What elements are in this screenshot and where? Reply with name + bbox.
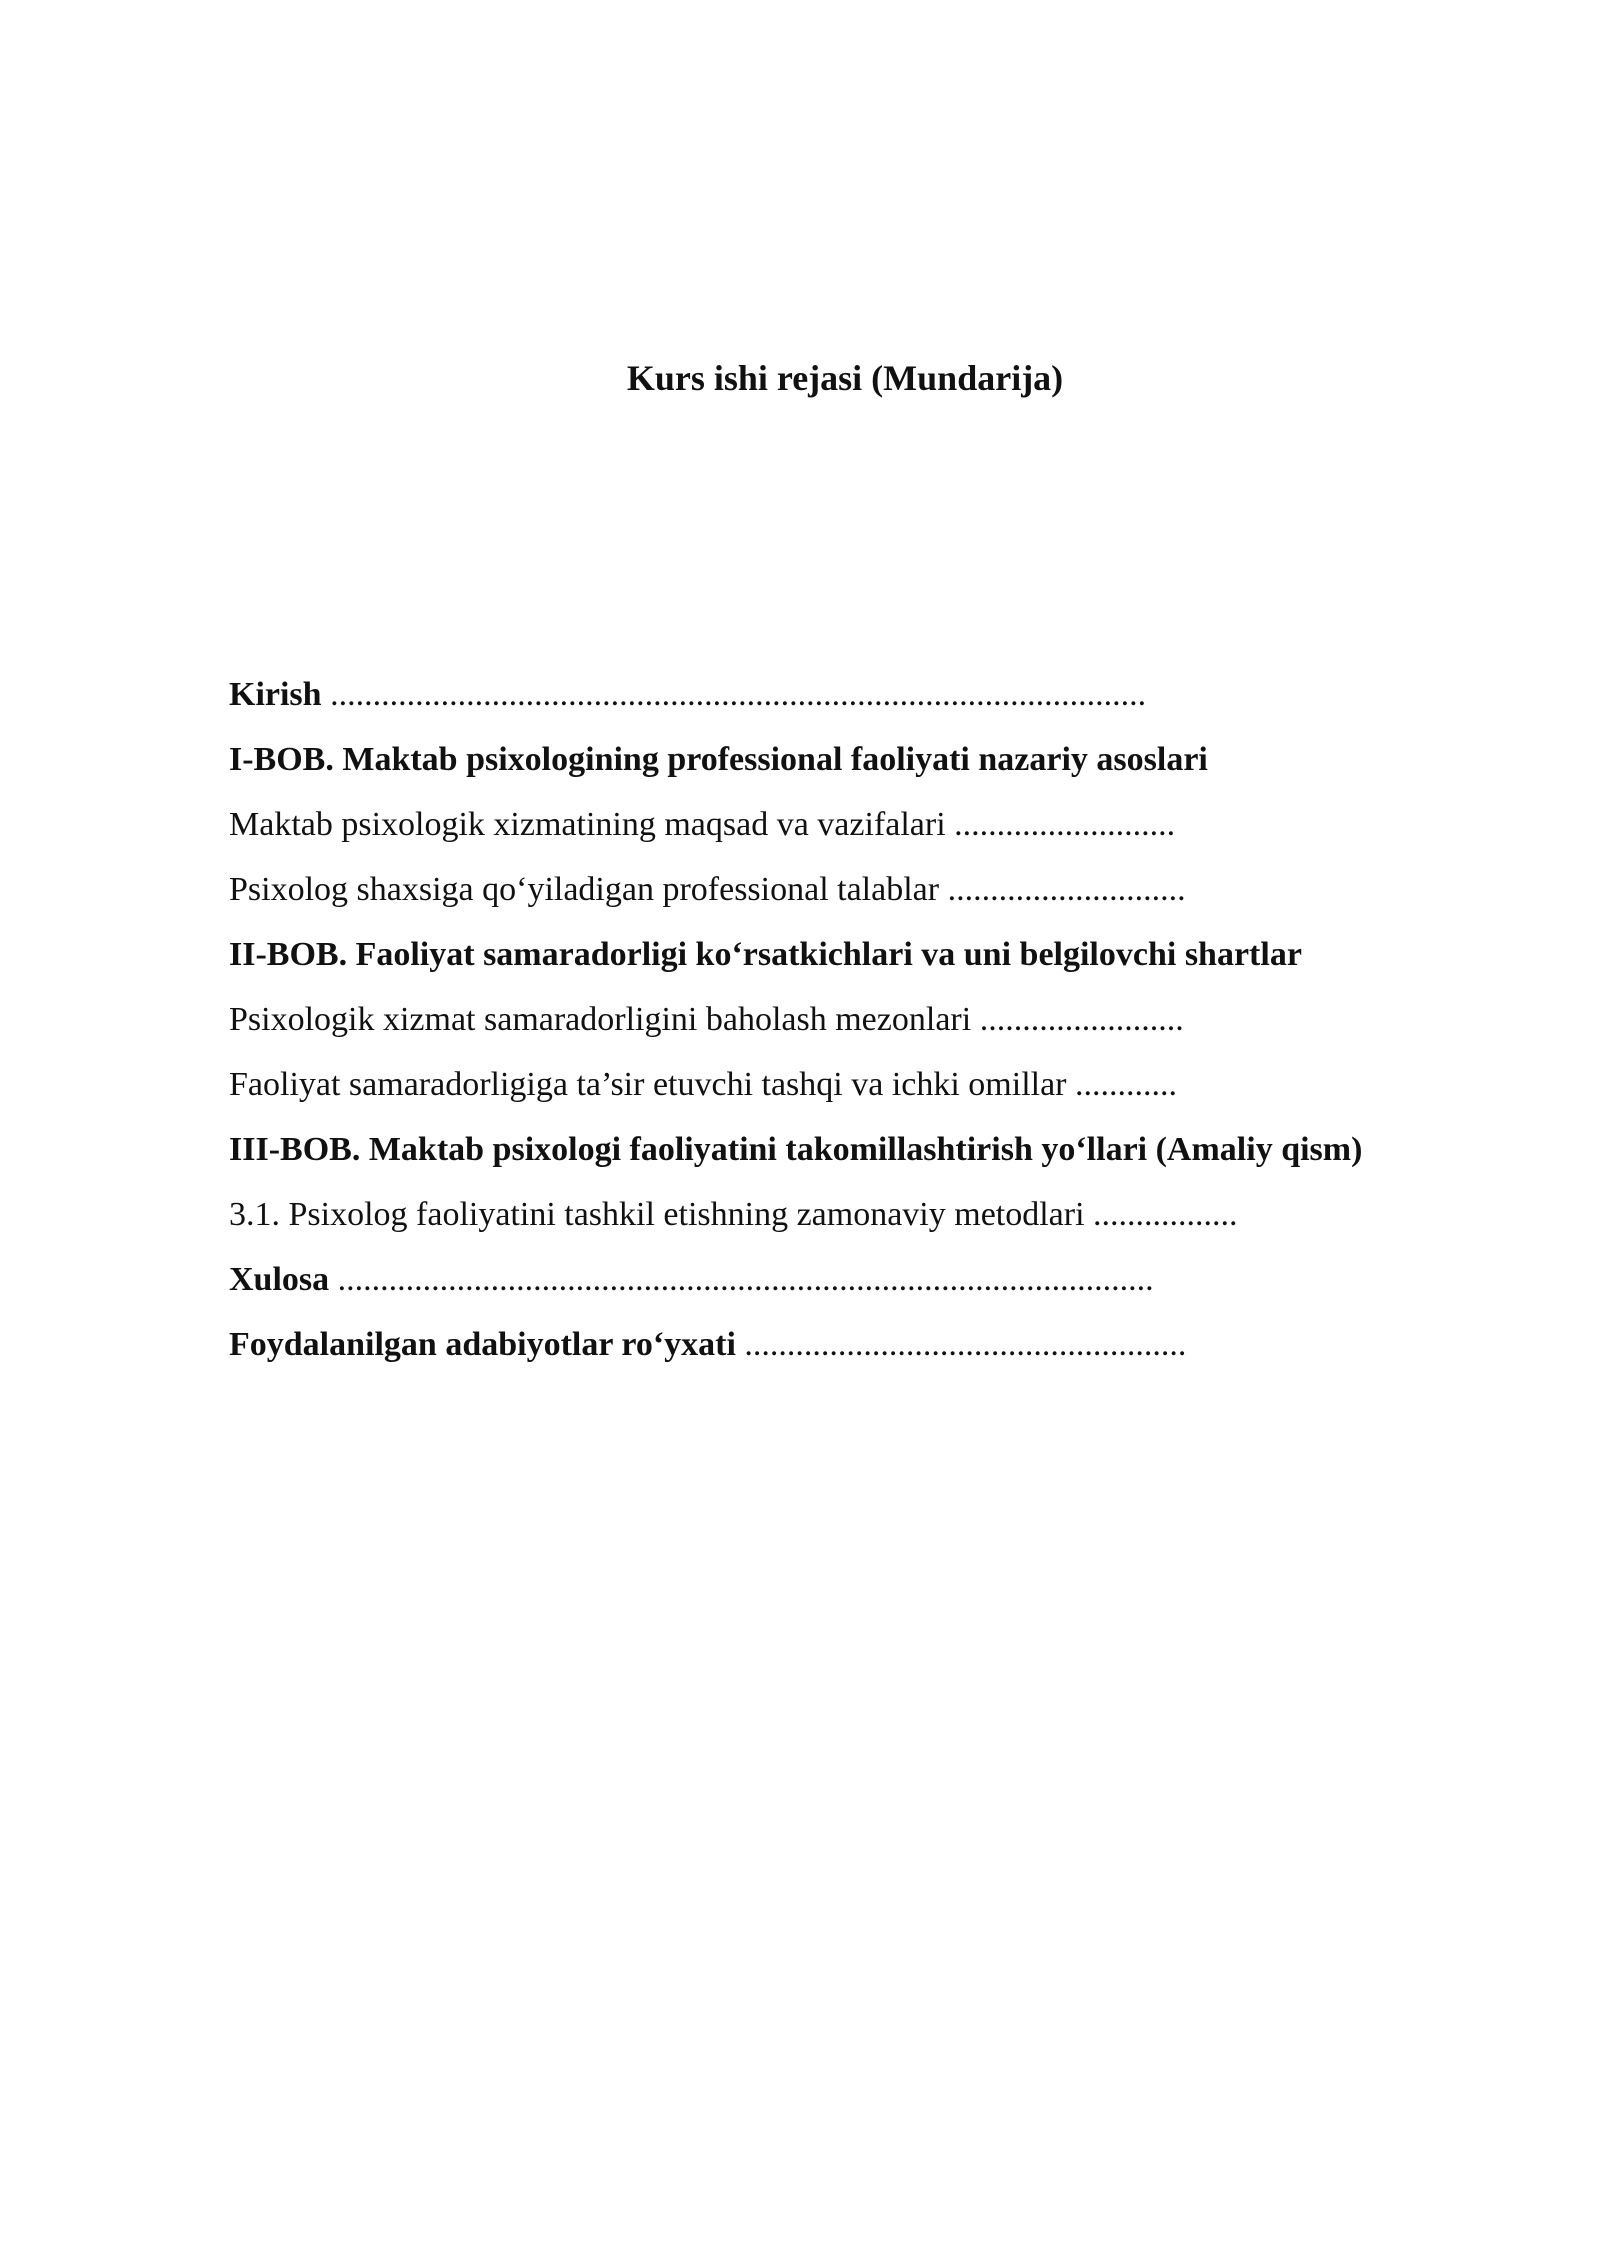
toc-dot-leader: ............ <box>1066 1066 1177 1103</box>
toc-entry-label: Faoliyat samaradorligiga ta’sir etuvchi tashqi va ichki omillar <box>229 1066 1067 1103</box>
toc-entry-section-2-1 <box>229 987 1569 1052</box>
toc-entry-section-1-2 <box>229 857 1569 922</box>
toc-entry-label: Kirish <box>229 676 322 713</box>
toc-entry-label: Maktab psixologik xizmatining maqsad va vazifalari <box>229 806 946 843</box>
toc-dot-leader: ........................ <box>971 1001 1184 1038</box>
toc-entry-label: Xulosa <box>229 1261 330 1298</box>
toc-entry-chapter-2 <box>229 922 1569 987</box>
toc-dot-leader: .................................................... <box>735 1326 1187 1363</box>
toc-dot-leader: ................................................................................................ <box>329 1261 1154 1298</box>
toc-entry-chapter-1 <box>229 727 1569 792</box>
table-of-contents <box>229 662 1569 1377</box>
toc-entry-label: Psixolog shaxsiga qo‘yiladigan professional talablar <box>229 871 940 908</box>
toc-entry-section-2-2 <box>229 1052 1569 1117</box>
toc-entry-label: I-BOB. Maktab psixologining professional faoliyati nazariy asoslari <box>229 741 1208 778</box>
toc-entry-label: III-BOB. Maktab psixologi faoliyatini takomillashtirish yo‘llari (Amaliy qism) <box>229 1131 1363 1168</box>
toc-entry-label: Foydalanilgan adabiyotlar ro‘yxati <box>229 1326 736 1363</box>
toc-entry-label: Psixologik xizmat samaradorligini baholash mezonlari <box>229 1001 972 1038</box>
toc-entry-chapter-3 <box>229 1117 1569 1182</box>
toc-entry-xulosa <box>229 1247 1569 1312</box>
toc-entry-references <box>229 1312 1569 1377</box>
toc-dot-leader: ................. <box>1084 1196 1238 1233</box>
toc-dot-leader: .......................... <box>945 806 1176 843</box>
toc-dot-leader: ................................................................................................ <box>321 676 1147 713</box>
toc-entry-kirish <box>229 662 1569 727</box>
toc-entry-section-3-1 <box>229 1182 1569 1247</box>
toc-entry-label: II-BOB. Faoliyat samaradorligi ko‘rsatkichlari va uni belgilovchi shartlar <box>229 936 1302 973</box>
toc-entry-section-1-1 <box>229 792 1569 857</box>
toc-dot-leader: ............................ <box>939 871 1186 908</box>
toc-entry-label: 3.1. Psixolog faoliyatini tashkil etishning zamonaviy metodlari <box>229 1196 1085 1233</box>
document-title: Kurs ishi rejasi (Mundarija) <box>626 358 1064 398</box>
